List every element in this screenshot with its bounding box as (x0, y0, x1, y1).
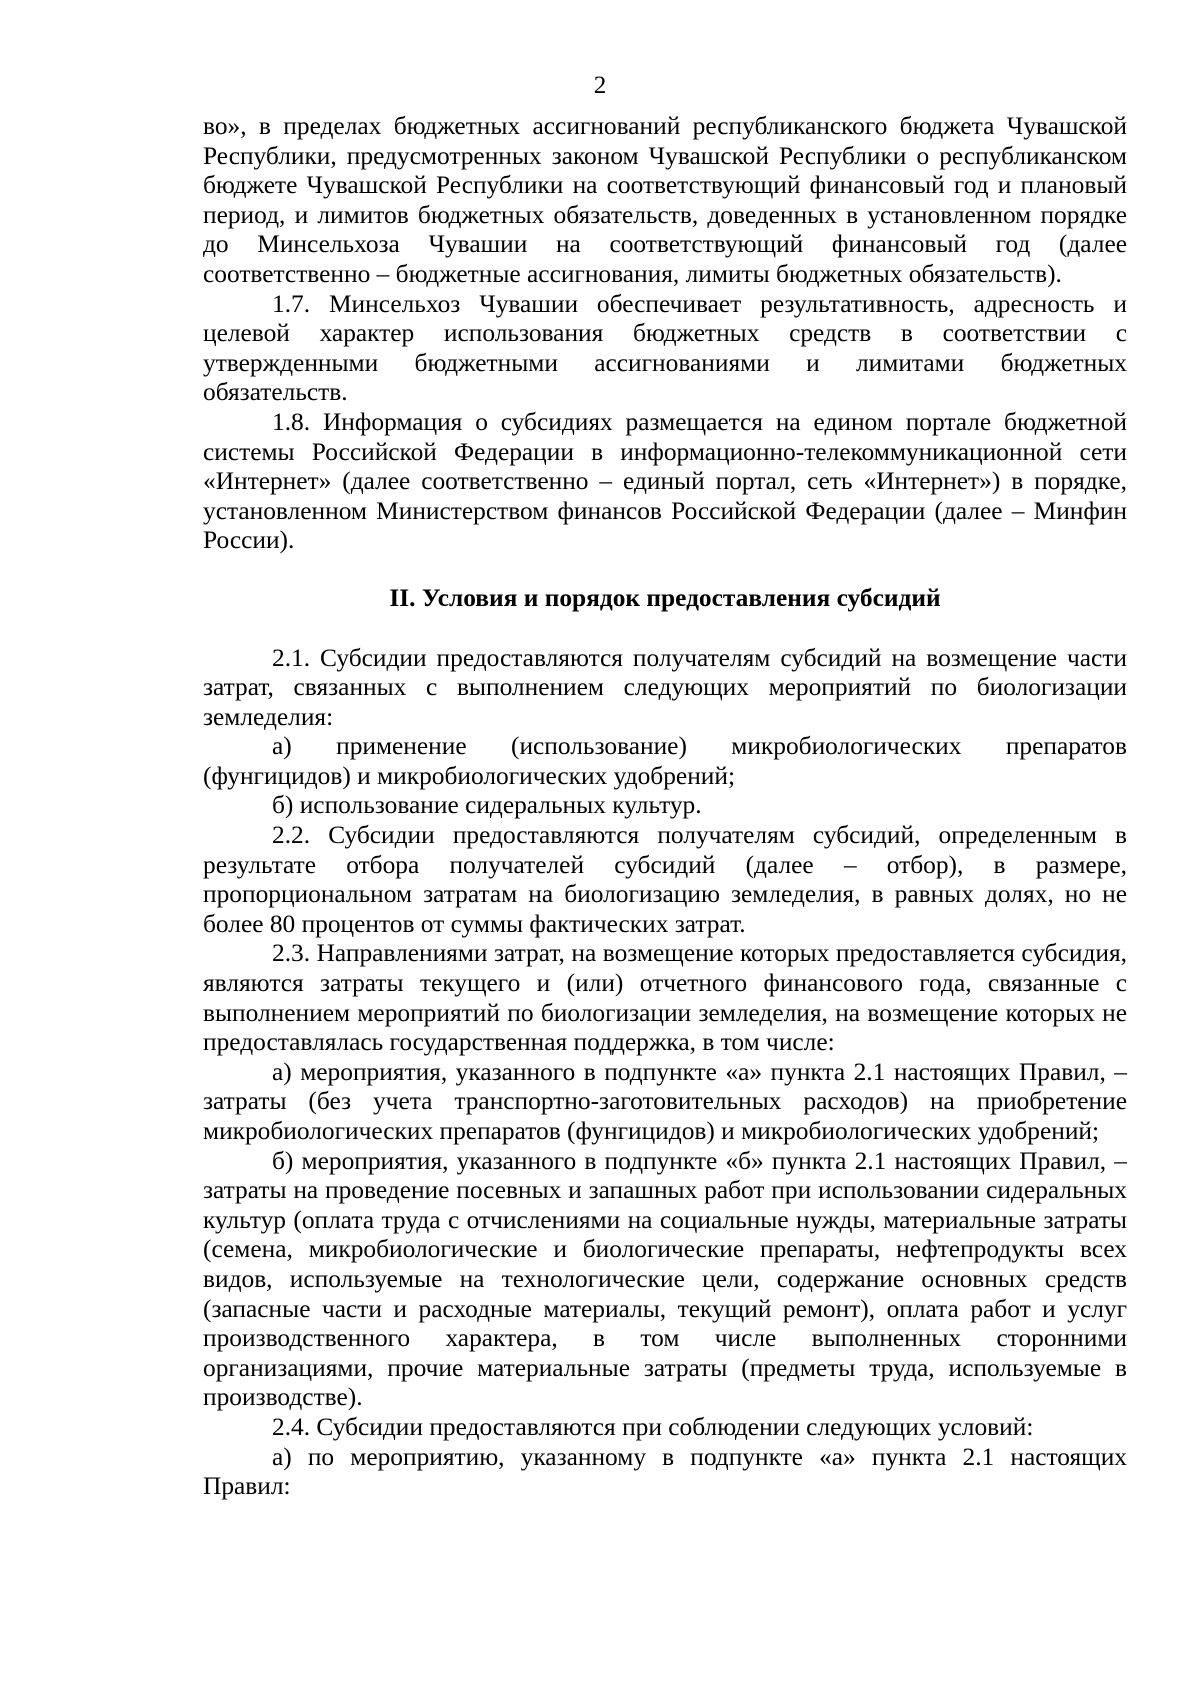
document-body (203, 112, 1127, 1502)
paragraph-2-1-a: а) применение (использование) микробиологических препаратов (фунгицидов) и микробиологических удобрений; (203, 732, 1127, 790)
paragraph-2-3: 2.3. Направлениями затрат, на возмещение которых предоставляется субсидия, являются затраты текущего и (или) отчетного финансового года, связанные с выполнением мероприятий по биологизации земледелия, на возмещение которых не предоставлялась государственная поддержка, в том числе: (203, 939, 1127, 1057)
paragraph-2-1: 2.1. Субсидии предоставляются получателям субсидий на возмещение части затрат, связанных с выполнением следующих мероприятий по биологизации земледелия: (203, 643, 1127, 731)
paragraph-2-4-a: а) по мероприятию, указанному в подпункте «а» пункта 2.1 настоящих Правил: (203, 1442, 1127, 1501)
paragraph-1-8: 1.8. Информация о субсидиях размещается на едином портале бюджетной системы Российской Федерации в информационно-телекоммуникационной сети «Интернет» (далее соответственно – единый портал, сеть «Интернет») в порядке, установленном Министерством финансов Российской Федерации (далее – Минфин России). (203, 407, 1127, 555)
paragraph-2-3-a: а) мероприятия, указанного в подпункте «а» пункта 2.1 настоящих Правил, – затраты (без учета транспортно-заготовительных расходов) на приобретение микробиологических препаратов (фунгицидов) и микробиологических удобрений; (203, 1057, 1127, 1145)
page-number: 2 (593, 72, 607, 99)
paragraph-continuation: во», в пределах бюджетных ассигнований республиканского бюджета Чувашской Республики, предусмотренных законом Чувашской Республики о республиканском бюджете Чувашской Республики на соответствующий финансовый год и плановый период, и лимитов бюджетных обязательств, доведенных в установленном порядке до Минсельхоза Чувашии на соответствующий финансовый год (далее соответственно – бюджетные ассигнования, лимиты бюджетных обязательств). (203, 112, 1127, 288)
paragraph-2-3-b: б) мероприятия, указанного в подпункте «б» пункта 2.1 настоящих Правил, – затраты на проведение посевных и запашных работ при использовании сидеральных культур (оплата труда с отчислениями на социальные нужды, материальные затраты (семена, микробиологические и биологические препараты, нефтепродукты всех видов, используемые на технологические цели, содержание основных средств (запасные части и расходные материалы, текущий ремонт), оплата работ и услуг производственного характера, в том числе выполненных сторонними организациями, прочие материальные затраты (предметы труда, используемые в производстве). (203, 1146, 1127, 1412)
section-heading: II. Условия и порядок предоставления субсидий (389, 583, 941, 612)
paragraph-2-4: 2.4. Субсидии предоставляются при соблюдении следующих условий: (272, 1412, 1034, 1441)
paragraph-2-2: 2.2. Субсидии предоставляются получателям субсидий, определенным в результате отбора получателей субсидий (далее – отбор), в размере, пропорциональном затратам на биологизацию земледелия, в равных долях, но не более 80 процентов от суммы фактических затрат. (203, 821, 1127, 938)
paragraph-1-7: 1.7. Минсельхоз Чувашии обеспечивает результативность, адресность и целевой характер использования бюджетных средств в соответствии с утвержденными бюджетными ассигнованиями и лимитами бюджетных обязательств. (203, 289, 1127, 407)
paragraph-2-1-b: б) использование сидеральных культур. (272, 791, 702, 820)
